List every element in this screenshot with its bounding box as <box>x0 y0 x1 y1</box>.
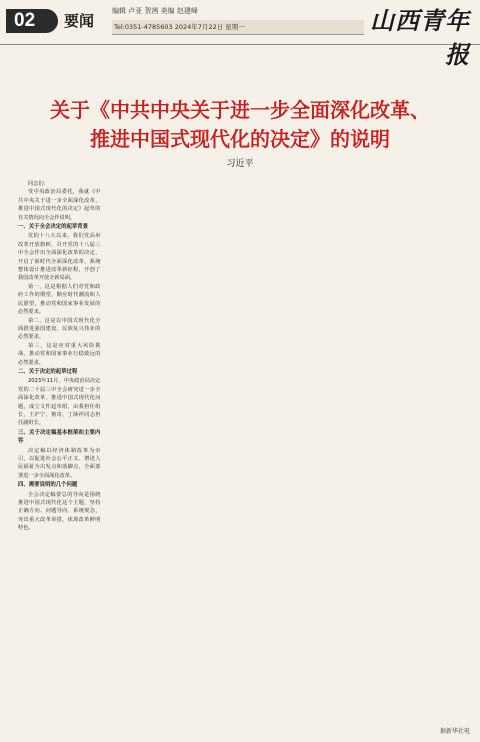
article-body <box>18 180 470 728</box>
title-line-2: 推进中国式现代化的决定》的说明 <box>90 127 390 151</box>
article-author: 习近平 <box>226 159 254 169</box>
article-title <box>0 96 480 154</box>
paragraph: 第一，这是根据人们对党和政府工作的期望，顺应时代潮流和人民愿望，推动党和国家事业发展的必然要求。 <box>18 283 101 316</box>
section-heading: 二、关于决定的起草过程 <box>18 368 78 375</box>
editor-credits: 编辑 卢亚 贺茜 美编 赵建峰 <box>112 7 198 15</box>
page-number: 02 <box>6 9 58 33</box>
paragraph: 党的十八大以来，我们党高举改革开放旗帜，召开党的十八届三中全会作出全面深化改革的决定，开启了新时代全面深化改革、系统整体设计推进改革新征程，开创了我国改革开放全新局面。 <box>18 233 101 282</box>
paragraph: 第二，这是以中国式现代化全面推进强国建设、民族复兴伟业的必然要求。 <box>18 317 101 341</box>
masthead <box>0 0 480 69</box>
section-heading: 一、关于全会决定的起草背景 <box>18 224 89 231</box>
title-line-1: 关于《中共中央关于进一步全面深化改革、 <box>50 98 430 122</box>
date-line: Tel:0351-4785603 2024年7月22日 星期一 <box>112 20 364 35</box>
paragraph: 全会决定稿要总的导向是围绕推进中国式现代化这个主题，坚持正确方向、问题导向、系统观念，突出重大改革举措，体现改革鲜明特色。 <box>18 491 101 532</box>
paragraph: 第三，这是应对重大风险挑战、推动党和国家事业行稳致远的必然要求。 <box>18 342 101 366</box>
paragraph: 决定稿以经济体制改革为牵引，以促进社会公平正义、增进人民福祉为出发点和落脚点，全面部署进一步全面深化改革。 <box>18 447 101 479</box>
section-label: 要闻 <box>64 12 95 30</box>
section-heading: 三、关于决定稿基本框架和主要内容 <box>18 429 101 445</box>
paragraph: 同志们： <box>28 181 49 187</box>
paragraph: 受中央政治局委托，我就《中共中央关于进一步全面深化改革、推进中国式现代化的决定》起草的有关情况向全会作说明。 <box>18 189 101 221</box>
newspaper-logo: 山西青年报 <box>370 6 470 69</box>
section-heading: 四、需要说明的几个问题 <box>18 482 78 489</box>
source-note: 据新华社电 <box>439 728 470 735</box>
paragraph: 2023年11月，中央政治局决定党的二十届三中全会研究进一步全面深化改革、推进中国式现代化问题，成立文件起草组，由我担任组长，王沪宁、蔡奇、丁薛祥同志担任副组长。 <box>18 378 101 427</box>
